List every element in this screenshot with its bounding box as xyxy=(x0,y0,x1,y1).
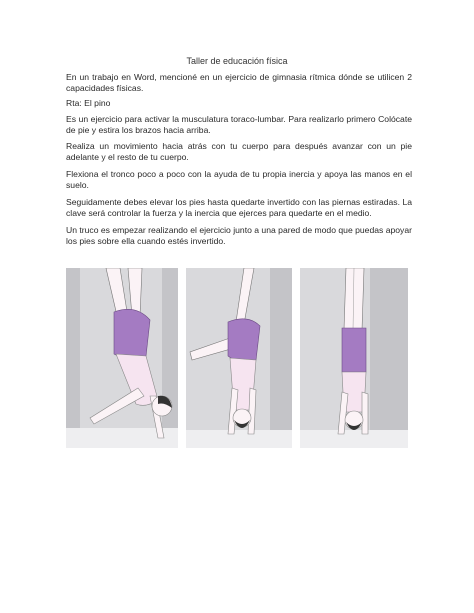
paragraph-assignment: En un trabajo en Word, mencioné en un ejercicio de gimnasia rítmica dónde se utilicen 2 capacidades físicas. xyxy=(66,72,412,93)
document-title: Taller de educación física xyxy=(186,56,288,66)
paragraph-tip: Un truco es empezar realizando el ejercicio junto a una pared de modo que puedas apoyar los pies sobre ella cuando estés invertido. xyxy=(66,225,412,246)
handstand-step-2-illustration xyxy=(186,268,292,448)
handstand-step-3-illustration xyxy=(300,268,408,448)
handstand-step-1-illustration xyxy=(66,268,178,448)
paragraph-step-3: Flexiona el tronco poco a poco con la ayuda de tu propia inercia y apoya las manos en el suelo. xyxy=(66,169,412,190)
paragraph-answer: Rta: El pino xyxy=(66,98,111,108)
paragraph-step-1: Es un ejercicio para activar la musculatura toraco-lumbar. Para realizarlo primero Colócate de pie y estira los brazos hacia arriba. xyxy=(66,114,412,135)
paragraph-step-2: Realiza un movimiento hacia atrás con tu cuerpo para después avanzar con un pie adelante y el resto de tu cuerpo. xyxy=(66,141,412,162)
paragraph-step-4: Seguidamente debes elevar los pies hasta quedarte invertido con las piernas estiradas. La clave será controlar la fuerza y la inercia que ejerces para quedarte en el medio. xyxy=(66,197,412,218)
